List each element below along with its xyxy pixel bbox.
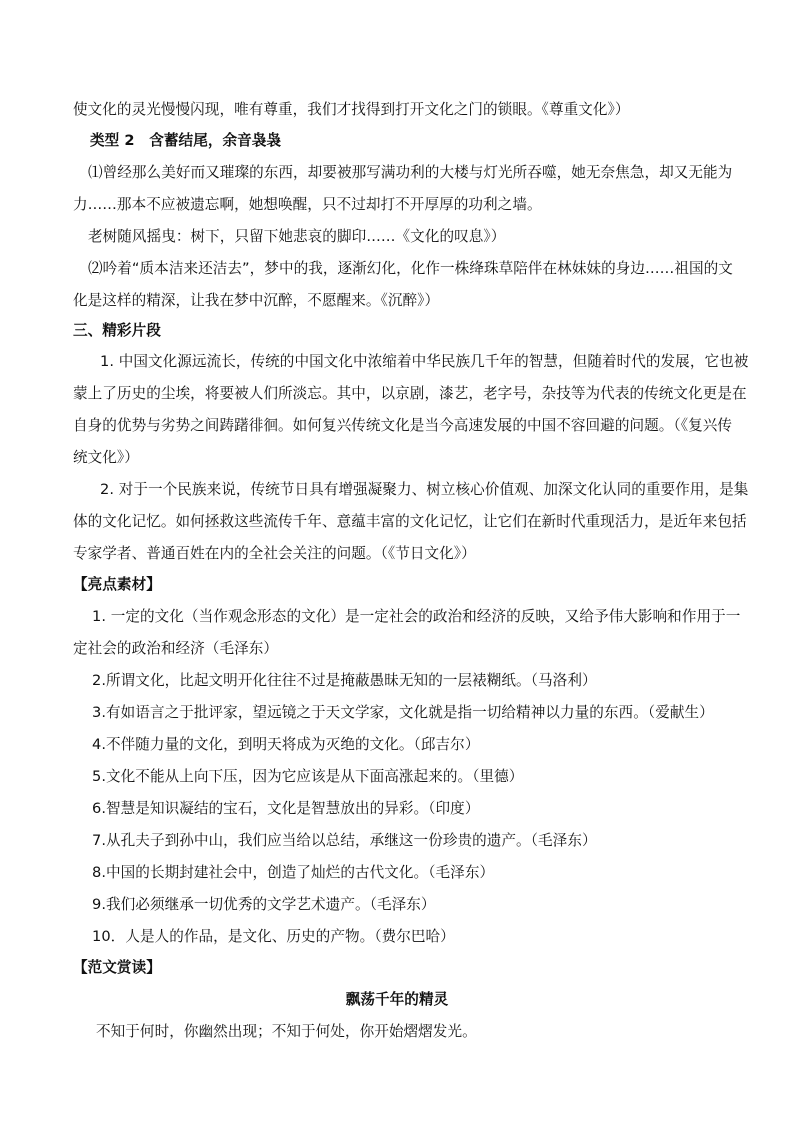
quote-item: 2.所谓文化，比起文明开化往往不过是掩蔽愚昧无知的一层裱糊纸。（马洛利） xyxy=(92,672,597,689)
essay-title: 飘荡千年的精灵 xyxy=(345,991,449,1008)
paragraph-line: 蒙上了历史的尘埃，将要被人们所淡忘。其中，以京剧，漆艺，老字号，杂技等为代表的传统文化更是在 xyxy=(73,385,747,402)
paragraph-line: ⑴曾经那么美好而又璀璨的东西，却要被那写满功利的大楼与灯光所吞噬，她无奈焦急，却又无能为 xyxy=(88,164,733,181)
quote-item: 8.中国的长期封建社会中，创造了灿烂的古代文化。（毛泽东） xyxy=(92,864,495,881)
paragraph-line: 统文化》） xyxy=(73,449,139,466)
paragraph-line: 专家学者、普通百姓在内的全社会关注的问题。（《节日文化》） xyxy=(73,545,476,562)
paragraph-line: 不知于何时，你幽然出现；不知于何处，你开始熠熠发光。 xyxy=(96,1023,477,1040)
paragraph-line: 体的文化记忆。如何拯救这些流传千年、意蕴丰富的文化记忆，让它们在新时代重现活力，是近年来包括 xyxy=(73,513,747,530)
quote-item: 3.有如语言之于批评家，望远镜之于天文学家，文化就是指一切给精神以力量的东西。（爱献生） xyxy=(92,704,714,721)
quote-item: 7.从孔夫子到孙中山，我们应当给以总结，承继这一份珍贵的遗产。（毛泽东） xyxy=(92,832,597,849)
section-heading-model-essay: 【范文赏读】 xyxy=(73,959,161,976)
section-heading-excerpts: 三、精彩片段 xyxy=(73,322,161,339)
quote-item: 5.文化不能从上向下压，因为它应该是从下面高涨起来的。（里德） xyxy=(92,768,524,785)
section-heading-highlight-materials: 【亮点素材】 xyxy=(73,576,161,593)
quote-item: 9.我们必须继承一切优秀的文学艺术遗产。（毛泽东） xyxy=(92,896,436,913)
paragraph-line: 使文化的灵光慢慢闪现，唯有尊重，我们才找得到打开文化之门的锁眼。《尊重文化》） xyxy=(73,101,630,118)
paragraph-line: 2. 对于一个民族来说，传统节日具有增强凝聚力、树立核心价值观、加深文化认同的重要作用，是集 xyxy=(100,481,749,498)
paragraph-line: 老树随风摇曳：树下，只留下她悲哀的脚印……《文化的叹息》） xyxy=(88,228,506,245)
quote-item: 4.不伴随力量的文化，到明天将成为灭绝的文化。（邱吉尔） xyxy=(92,736,480,753)
paragraph-line: ⑵吟着“质本洁来还洁去”，梦中的我，逐渐幻化，化作一株绛珠草陪伴在林妹妹的身边……祖国的文 xyxy=(88,260,733,277)
quote-item: 1. 一定的文化（当作观念形态的文化）是一定社会的政治和经济的反映，又给予伟大影响和作用于一 xyxy=(92,608,741,625)
quote-item: 6.智慧是知识凝结的宝石，文化是智慧放出的异彩。（印度） xyxy=(92,800,480,817)
quote-item: 10．人是人的作品，是文化、历史的产物。（费尔巴哈） xyxy=(92,928,455,945)
paragraph-line: 化是这样的精深，让我在梦中沉醉，不愿醒来。《沉醉》） xyxy=(73,292,440,309)
paragraph-line: 力……那本不应被遗忘啊，她想唤醒，只不过却打不开厚厚的功利之墙。 xyxy=(73,196,542,213)
paragraph-line: 自身的优势与劣势之间踌躇徘徊。如何复兴传统文化是当今高速发展的中国不容回避的问题。（《复兴传 xyxy=(73,417,733,434)
paragraph-line: 1. 中国文化源远流长，传统的中国文化中浓缩着中华民族几千年的智慧，但随着时代的发展，它也被 xyxy=(100,353,749,370)
quote-item: 定社会的政治和经济（毛泽东） xyxy=(73,640,279,657)
section-heading-type2: 类型 2 含蓄结尾，余音袅袅 xyxy=(90,132,282,149)
